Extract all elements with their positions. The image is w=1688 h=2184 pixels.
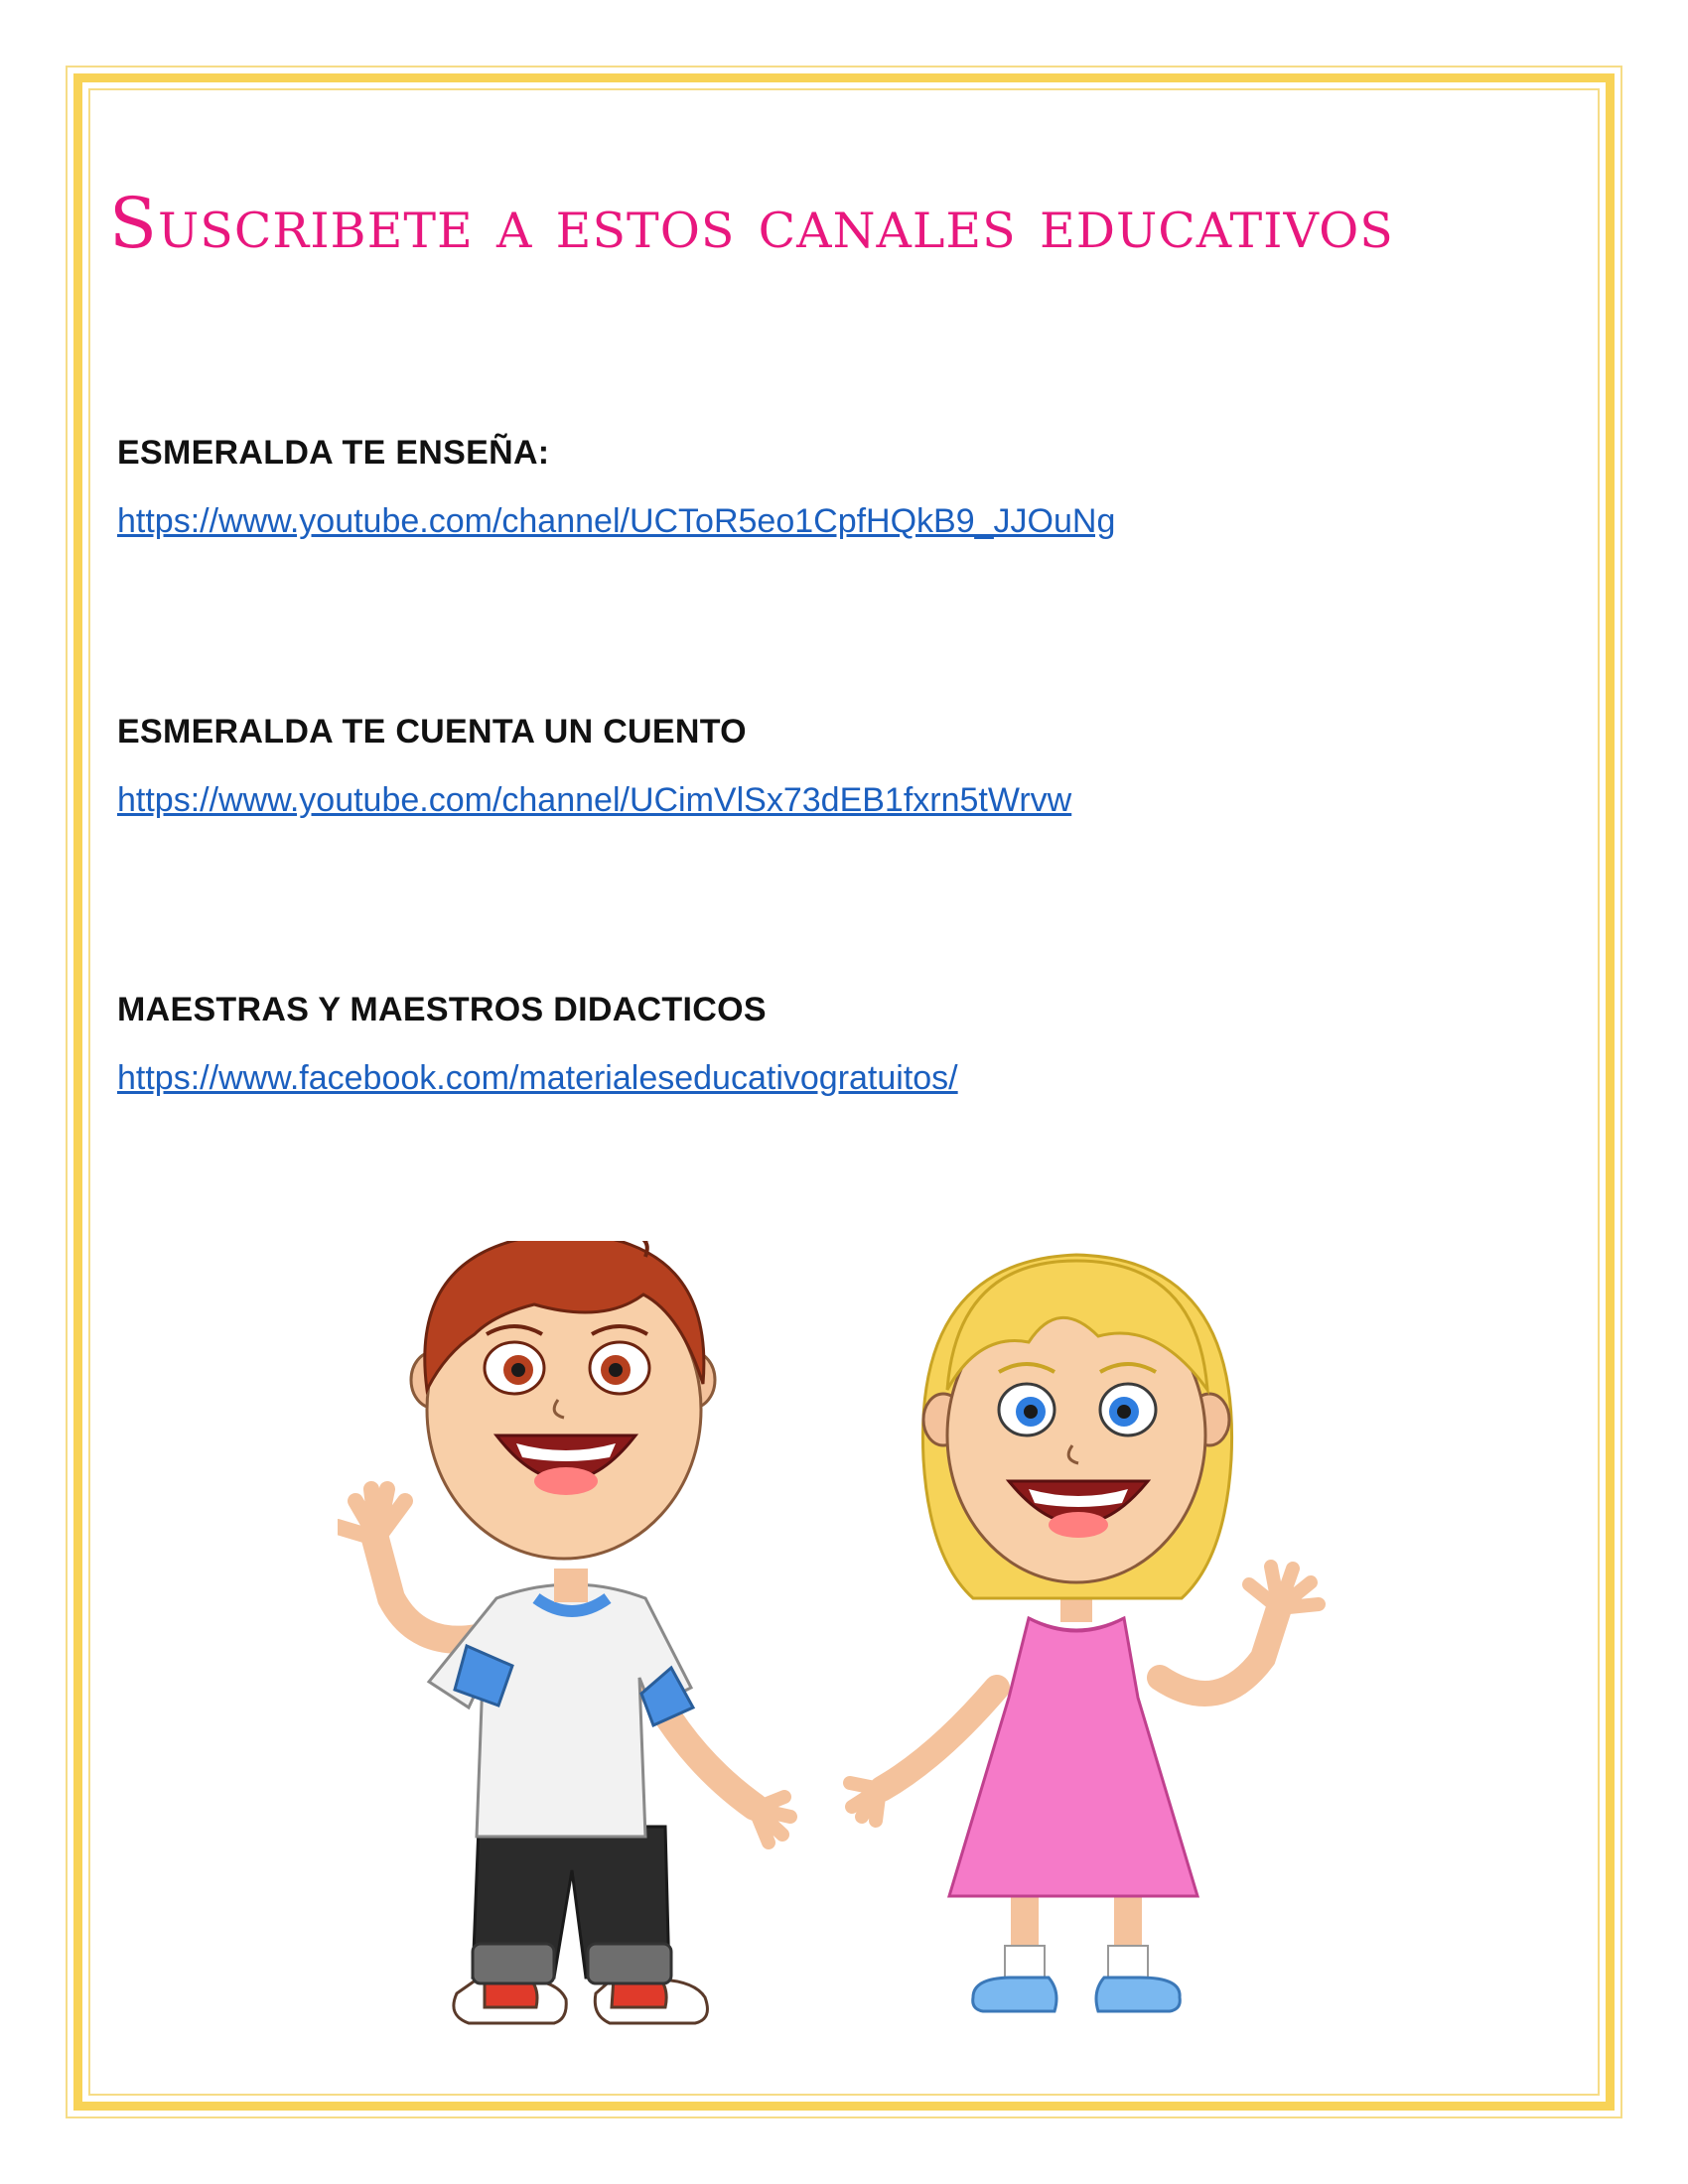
channel-link[interactable]: https://www.youtube.com/channel/UCimVlSx73dEB1fxrn5tWrvw: [117, 781, 1072, 819]
channel-esmeralda-te-ensena: [117, 434, 1567, 541]
channel-esmeralda-te-cuenta-un-cuento: [117, 713, 1567, 820]
kids-illustration: [338, 1241, 1350, 2075]
girl-shoes: [973, 1978, 1056, 2011]
channel-name: ESMERALDA TE ENSEÑA:: [117, 434, 550, 472]
channel-link[interactable]: https://www.youtube.com/channel/UCToR5eo1CpfHQkB9_JJOuNg: [117, 502, 1116, 540]
page-title: Suscribete a estos canales educativos: [109, 183, 1394, 264]
girl-figure: [850, 1255, 1319, 2011]
channel-maestras-y-maestros-didacticos: [117, 991, 1567, 1098]
channel-name: ESMERALDA TE CUENTA UN CUENTO: [117, 713, 747, 751]
channel-link[interactable]: https://www.facebook.com/materialeseducativogratuitos/: [117, 1059, 958, 1097]
girl-dress: [949, 1618, 1197, 1896]
channel-name: MAESTRAS Y MAESTROS DIDACTICOS: [117, 991, 767, 1028]
boy-figure: [338, 1241, 790, 2023]
